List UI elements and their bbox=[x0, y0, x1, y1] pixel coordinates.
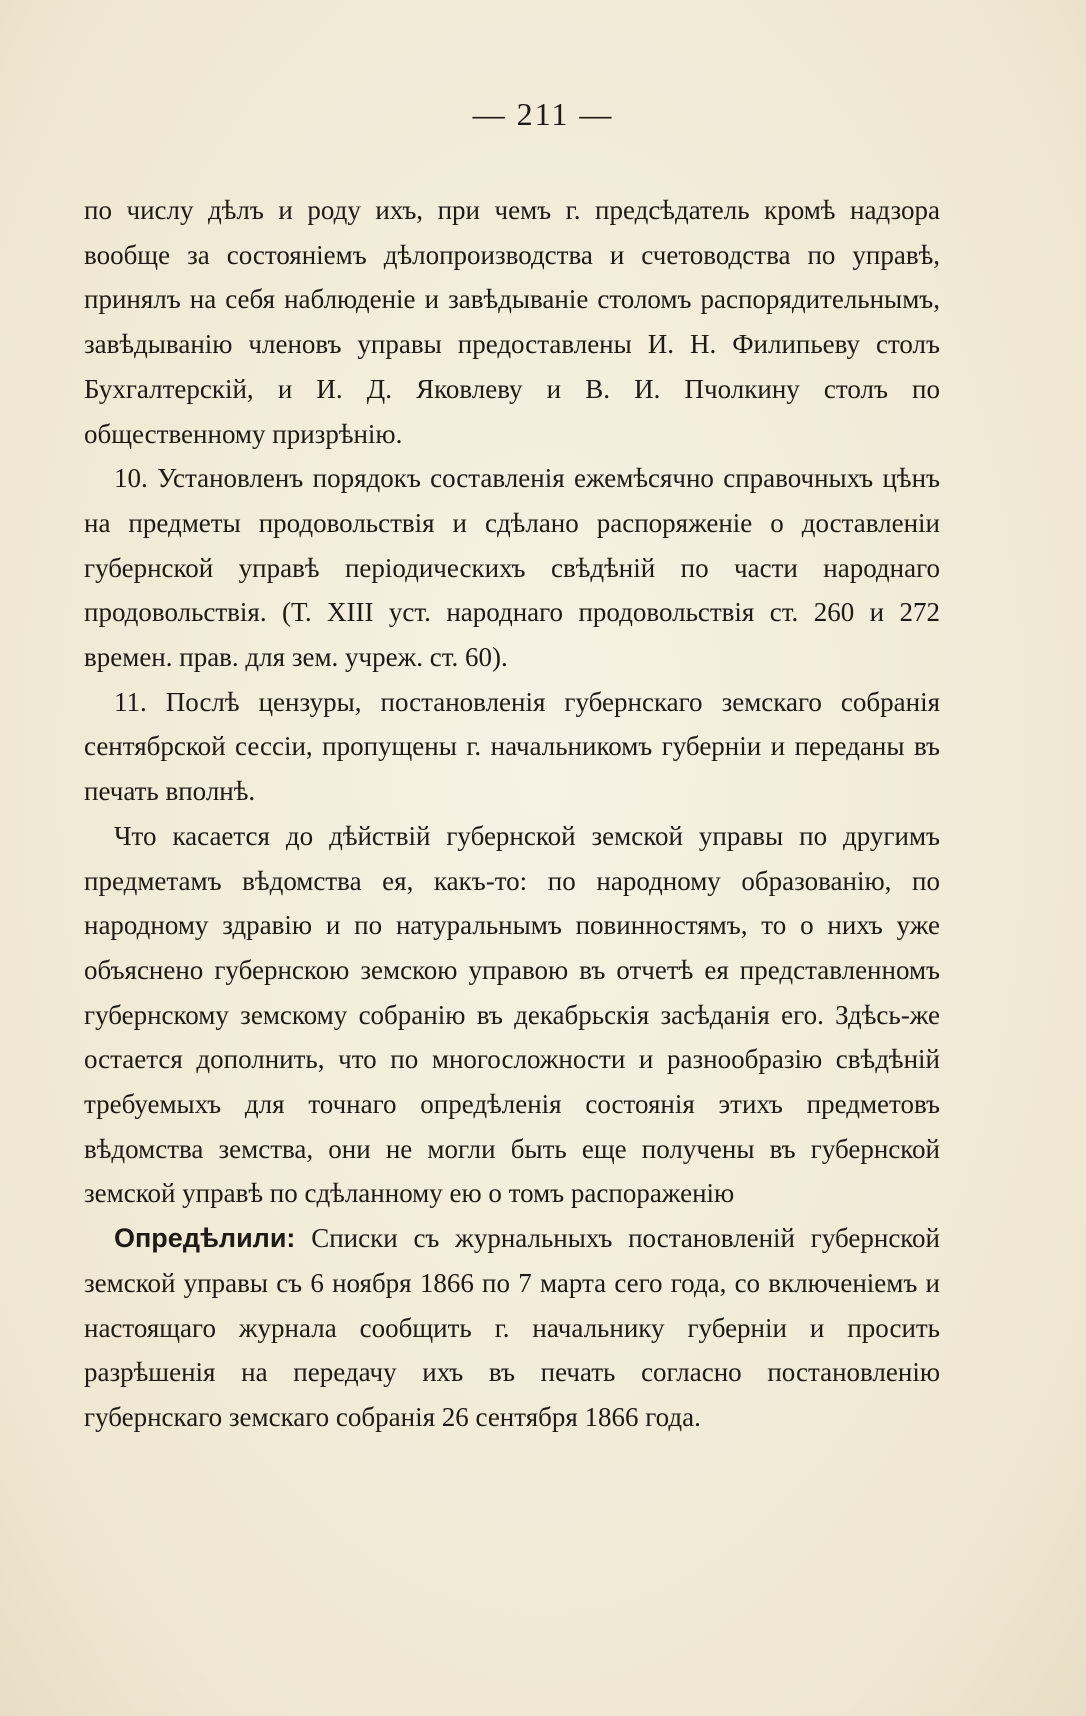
paragraph-continuation: по числу дѣлъ и роду ихъ, при чемъ г. предсѣдатель кромѣ надзора вообще за состояніемъ дѣлопроизводства и счетоводства по управѣ, принялъ на себя наблюденіе и завѣдываніе столомъ распорядительнымъ, завѣдыванію членовъ управы предоставлены И. Н. Филипьеву столъ Бухгалтерскій, и И. Д. Яковлеву и В. И. Пчолкину столъ по общественному призрѣнію. bbox=[84, 195, 940, 449]
resolution-lead: Опредѣлили: bbox=[114, 1223, 296, 1254]
paragraph-summary: Что касается до дѣйствій губернской земской управы по другимъ предметамъ вѣдомства ея, какъ-то: по народному образованію, по народному здравію и по натуральнымъ повинностямъ, то о нихъ уже объяснено губернскою земскою управою въ отчетѣ ея представленномъ губернскому земскому собранію въ декабрьскія засѣданія его. Здѣсь-же остается дополнить, что по многосложности и разнообразію свѣдѣній требуемыхъ для точнаго опредѣленія состоянія этихъ предметовъ вѣдомства земства, они не могли быть еще получены въ губернской земской управѣ по сдѣланному ею о томъ распораженію bbox=[84, 820, 940, 1209]
paragraph-item-10: 10. Установленъ порядокъ составленія ежемѣсячно справочныхъ цѣнъ на предметы продовольствія и сдѣлано распоряженіе о доставленіи губернской управѣ періодическихъ свѣдѣній по части народнаго продовольствія. (Т. XIII уст. народнаго продовольствія ст. 260 и 272 времен. прав. для зем. учреж. ст. 60). bbox=[84, 463, 940, 673]
document-body bbox=[84, 188, 940, 1440]
resolution-text: Списки съ журнальныхъ постановленій губернской земской управы съ 6 ноября 1866 по 7 марта сего года, со включеніемъ и настоящаго журнала сообщить г. начальнику губерніи и просить разрѣшенія на передачу ихъ въ печать согласно постановленію губернскаго земскаго собранія 26 сентября 1866 года. bbox=[84, 1223, 940, 1432]
page-number: — 211 — bbox=[472, 96, 614, 132]
paragraph-item-11: 11. Послѣ цензуры, постановленія губернскаго земскаго собранія сентябрской сессіи, пропущены г. начальникомъ губерніи и переданы въ печать вполнѣ. bbox=[84, 686, 940, 807]
paragraph-resolution bbox=[84, 1216, 940, 1440]
